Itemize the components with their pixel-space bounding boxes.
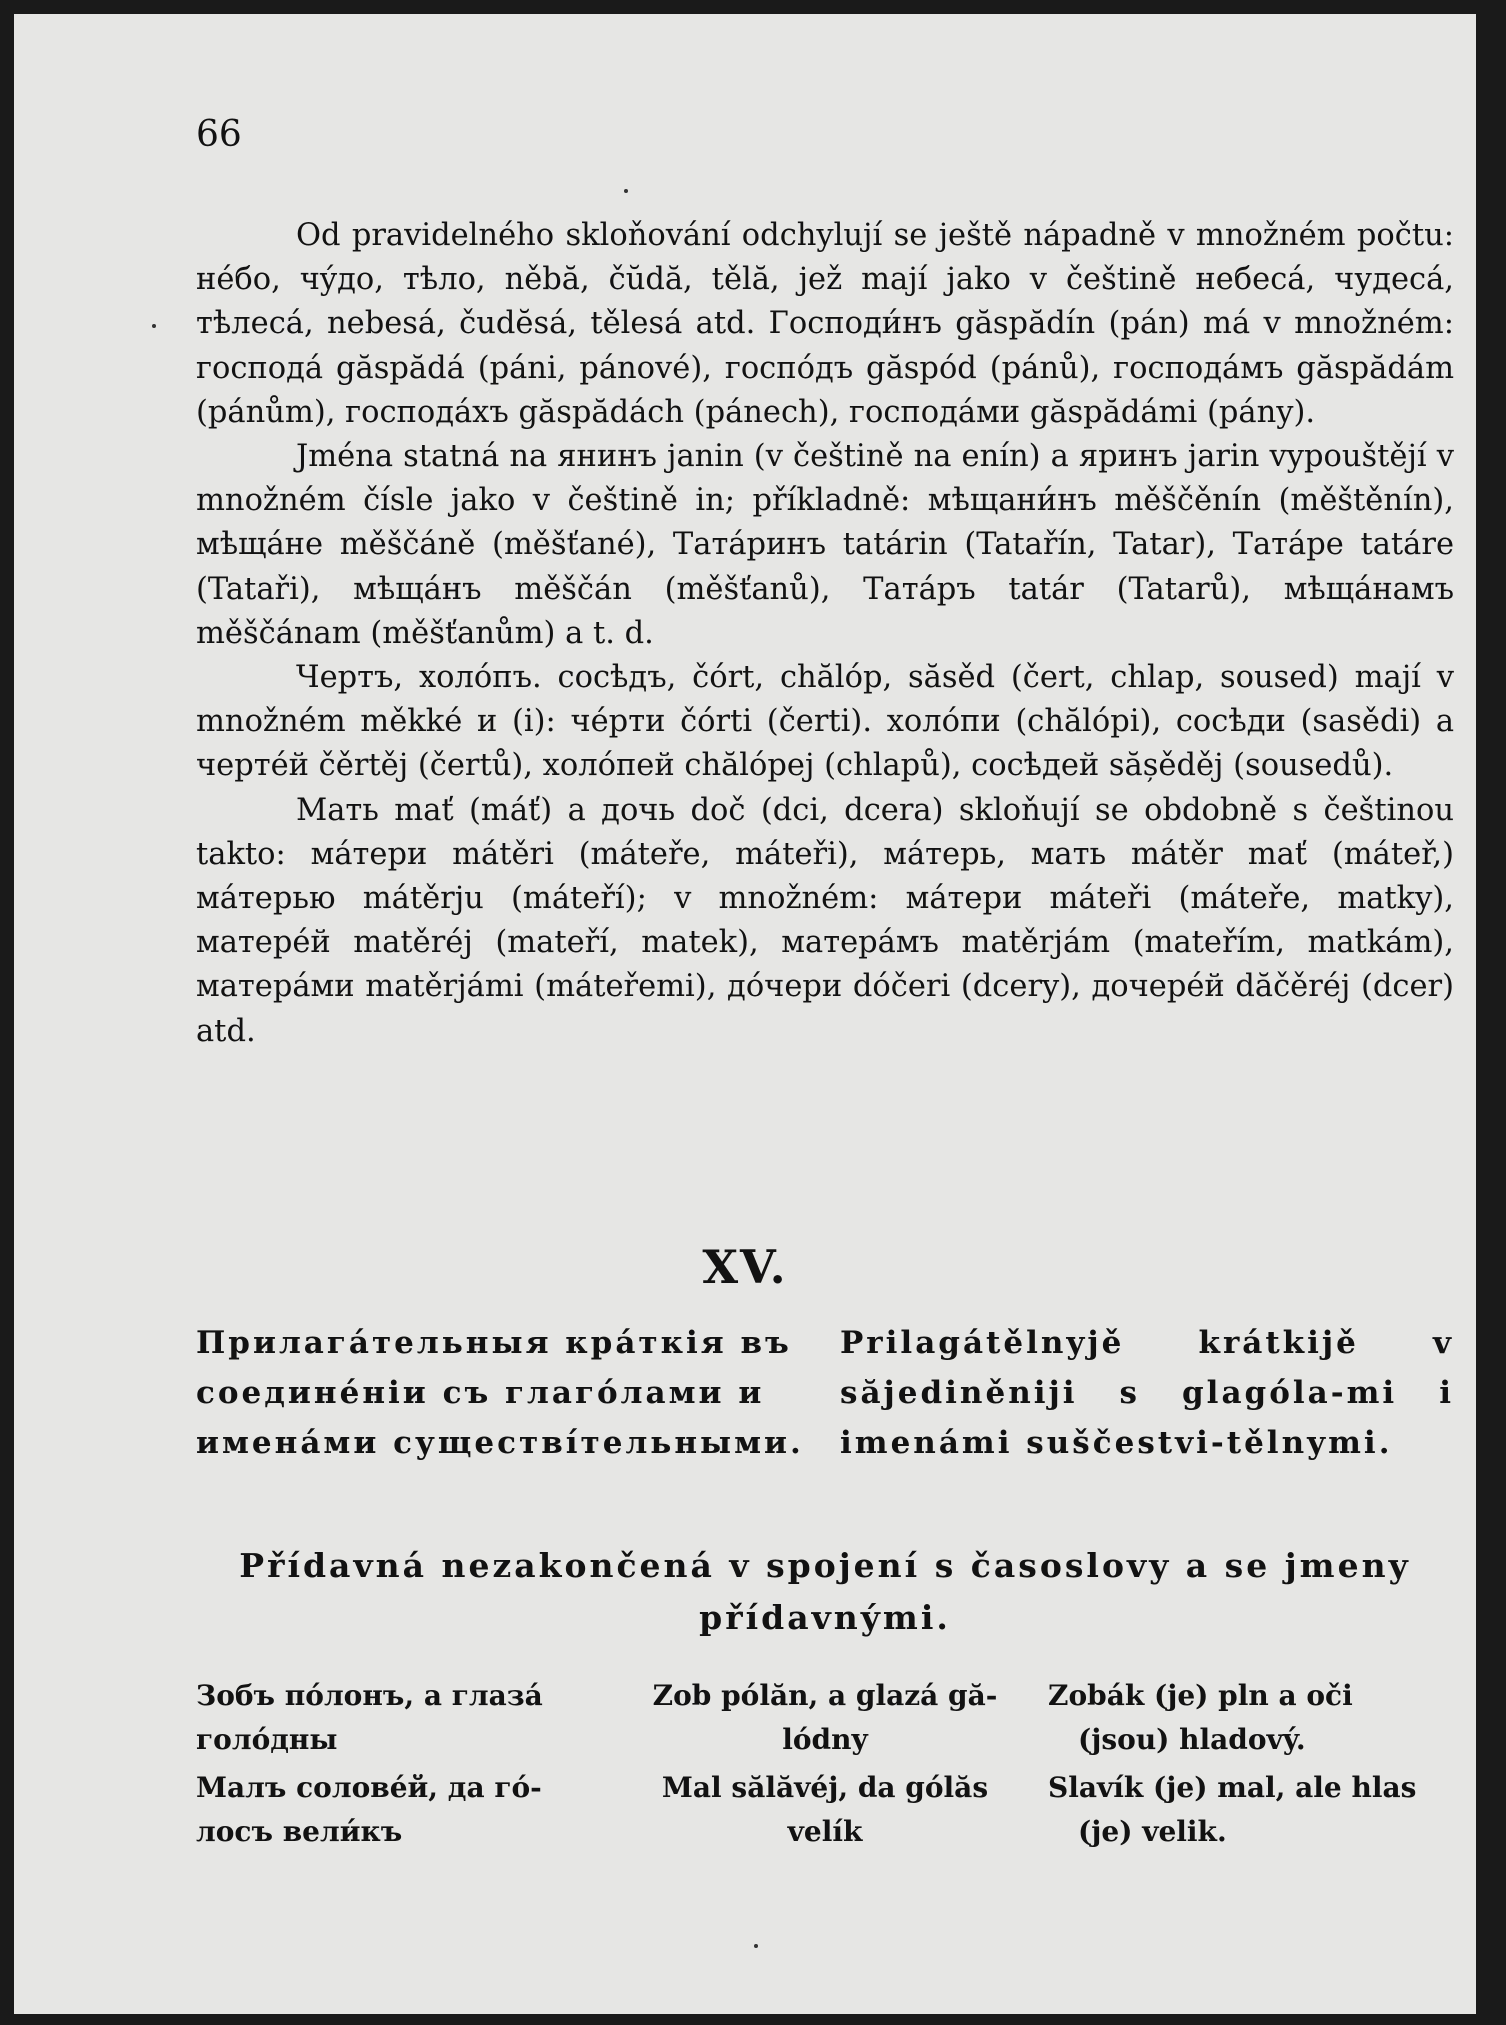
proverb-row	[1048, 1674, 1454, 1762]
proverb-row	[196, 1674, 602, 1762]
proverb-czech: Zobák (je) pln a oči	[1048, 1679, 1353, 1712]
proverb-row	[1048, 1766, 1454, 1854]
paragraph-soft-plural: Чертъ, холóпъ. сосѣдъ, čórt, chălóp, săsěd (čert, chlap, soused) mají v množném měkké и (i): чéрти čórti (čerti). холóпи (chălópi), сосѣди (sasědi) a чертéй čěrtěj (čertů), холóпей chălópej (chlapů), сосѣдей sășěděj (sousedů).	[196, 660, 1454, 784]
proverb-czech: Slavík (je) mal, ale hlas	[1048, 1771, 1417, 1804]
proverb-cyrillic: Зобъ пóлонъ, а глазá	[196, 1679, 543, 1712]
print-speck	[152, 324, 156, 328]
book-page	[14, 14, 1476, 2014]
proverb-row	[622, 1766, 1028, 1854]
page-number: 66	[196, 114, 242, 155]
proverb-czech-cont: (je) velik.	[1078, 1815, 1227, 1848]
proverb-row	[196, 1766, 602, 1854]
print-speck	[624, 189, 628, 193]
paragraph-mat-doc: Мать mať (máť) a дочь doč (dci, dcera) skloňují se obdobně s češtinou takto: мáтери mátěri (mátеře, mátеři), мáтерь, мать mátěr mať (mátеř,) мáтерью mátěrju (mátеří); v množném: мáтери mátеři (mátеře, matky), матерéй matěréj (mateří, matek), матерáмъ matěrjám (mateřím, matkám), матерáми matěrjámi (mátеřemi), дóчери dóčeri (dcery), дочерéй dăčěréj (dcer) atd.	[196, 792, 1454, 1049]
proverbs-transliteration-column	[622, 1674, 1028, 1858]
proverbs-czech-column	[1048, 1674, 1454, 1858]
proverb-cyrillic-cont: лосъ вели́къ	[196, 1815, 403, 1848]
body-text	[196, 214, 1454, 1054]
section-title-transliteration: Prilagátělnyjě krátkijě v săjediněniji s glagóla-mi i imenámi suščestvi-tělnymi.	[840, 1325, 1454, 1461]
proverb-czech-cont: (jsou) hladový.	[1078, 1723, 1306, 1756]
section-number: XV.	[702, 1240, 788, 1294]
proverbs-cyrillic-column	[196, 1674, 602, 1858]
proverb-transliteration: Zob pólăn, a glazá gă-	[652, 1679, 998, 1712]
proverb-transliteration: Mal sălăvéj, da gólăs	[661, 1771, 989, 1804]
section-subtitle-czech: Přídavná nezakončená v spojení s časoslovy a se jmeny přídavnými.	[239, 1546, 1411, 1637]
proverb-cyrillic-cont: голóдны	[196, 1723, 338, 1756]
proverbs-table	[196, 1674, 1454, 1858]
paragraph-janin-jarin: Jména statná na янинъ janin (v češtině na enín) a яринъ jarin vypouštějí v množném čísle jako v češtině in; příkladně: мѣщани́нъ měščěnín (měštěnín), мѣщáне měščáně (měšťané), Татáринъ tatárin (Tatařín, Tatar), Татáре tatáre (Tataři), мѣщáнъ měščán (měšťanů), Татáръ tatár (Tatarů), мѣщáнамъ měščánam (měšťanům) a t. d.	[196, 439, 1454, 651]
section-title-cyrillic: Прилагáтельныя крáткія въ соединéніи съ глагóлами и именáми сущеcтвíтельными.	[196, 1325, 804, 1461]
paragraph-plural-irregular: Od pravidelného skloňování odchylují se ještě nápadně v množném počtu: нéбо, чýдо, тѣло, něbă, čŭdă, tělă, jež mají jako v češtině небесá, чудесá, тѣлесá, nebesá, čudĕsá, tělesá atd. Господи́нъ găspădín (pán) má v množném: господá găspădá (páni, pánové), госпóдъ găspód (pánů), господáмъ găspădám (pánům), господáхъ găspădách (pánech), господáми găspădámi (pány).	[196, 218, 1454, 430]
print-speck	[754, 1944, 758, 1948]
proverb-cyrillic: Малъ соловéй, да гó-	[196, 1771, 542, 1804]
proverb-row	[622, 1674, 1028, 1762]
proverb-transliteration-cont: lódny	[782, 1723, 868, 1756]
proverb-transliteration-cont: velík	[787, 1815, 863, 1848]
